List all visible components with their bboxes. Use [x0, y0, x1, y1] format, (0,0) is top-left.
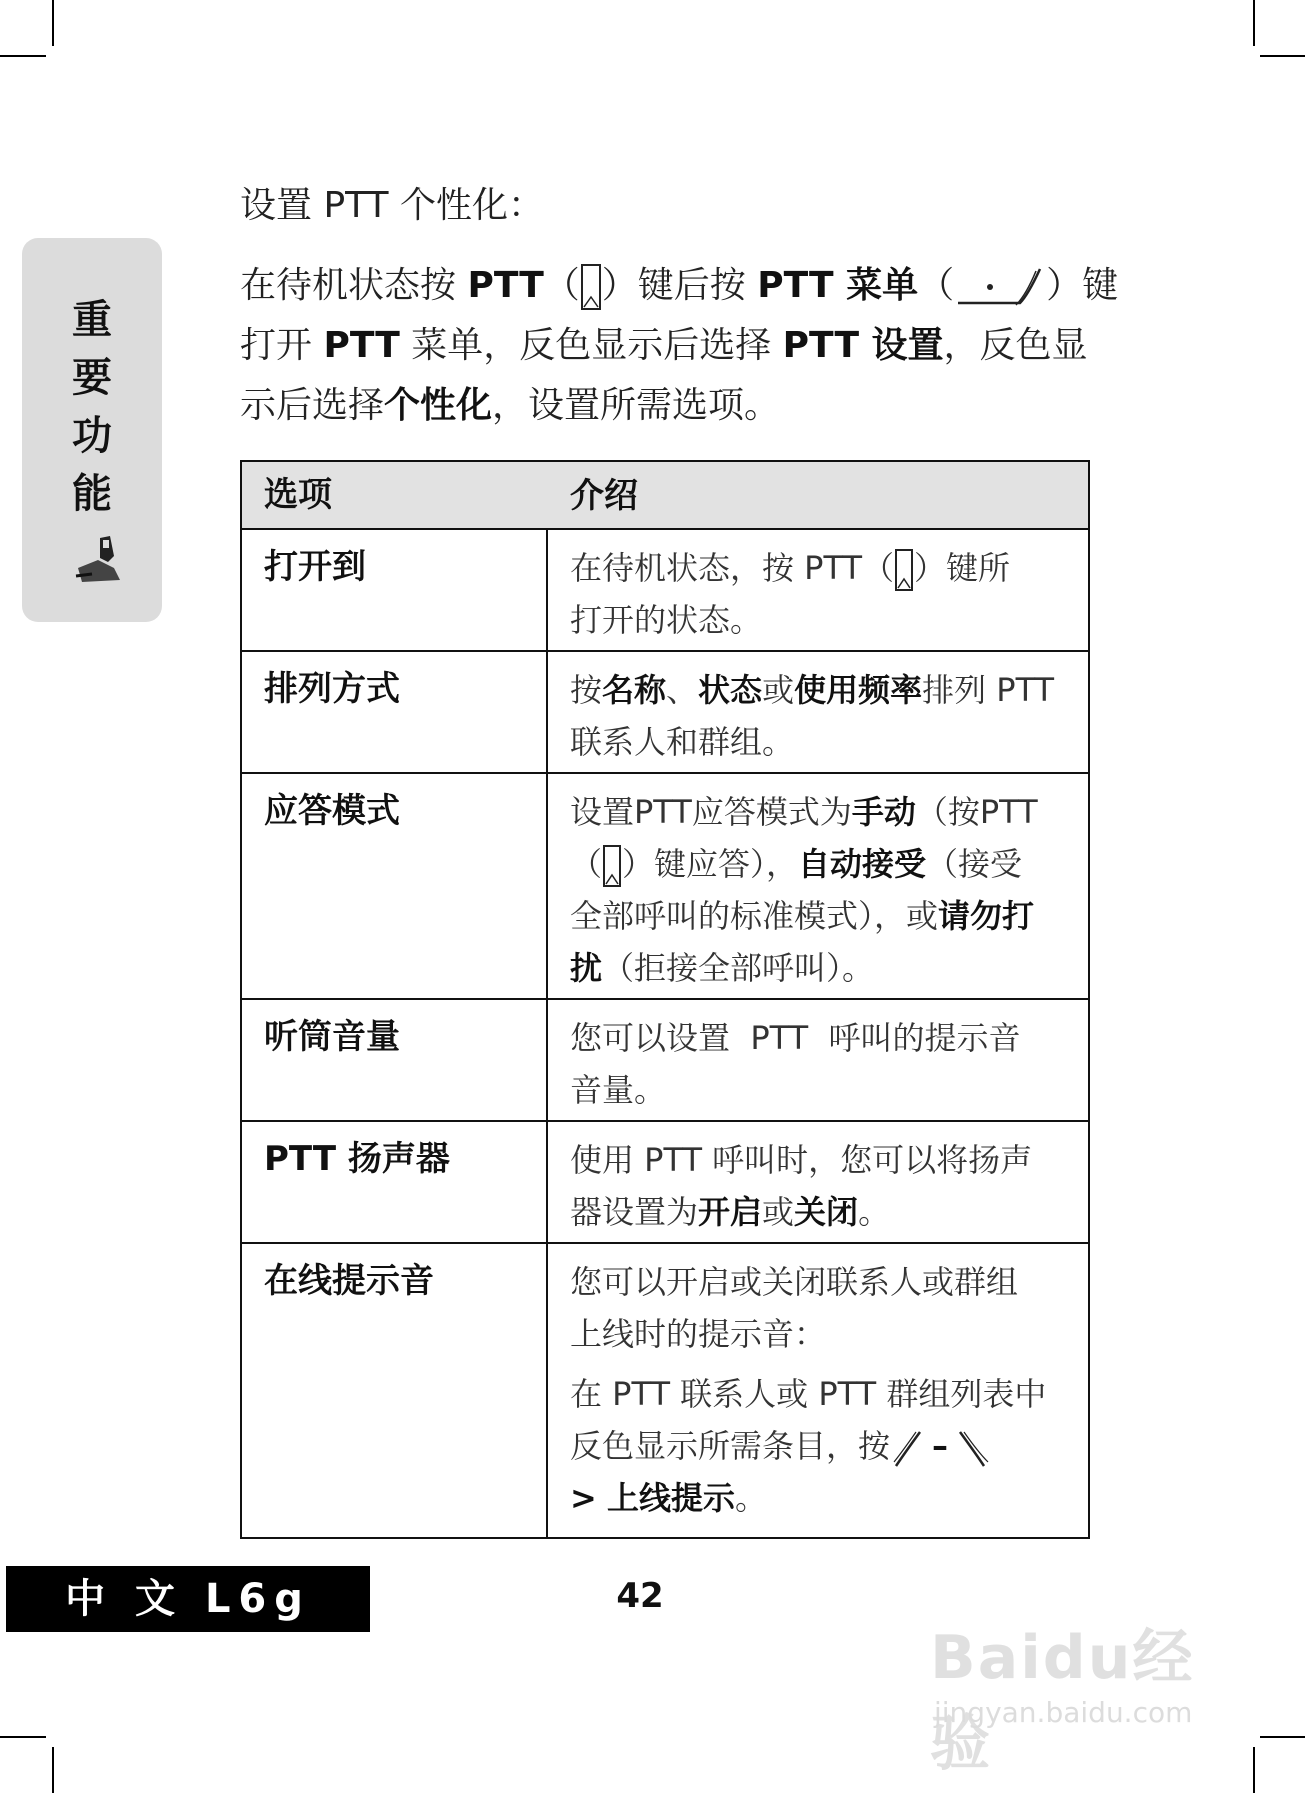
watermark [930, 1592, 1230, 1779]
crop-mark [1253, 0, 1255, 46]
text-bold: 使用频率 [794, 671, 923, 709]
crop-mark [52, 1747, 54, 1793]
phone-icon [70, 532, 126, 588]
crop-mark [1260, 55, 1305, 57]
crop-mark [1253, 1747, 1255, 1793]
side-tab-char: 要 [72, 354, 112, 401]
option-name: 在线提示音 [264, 1261, 434, 1301]
option-desc [570, 1134, 1064, 1238]
crop-mark [52, 0, 54, 46]
text-bold: PTT 设置 [782, 325, 944, 366]
text: （ [570, 845, 603, 883]
text: 在 PTT 联系人或 PTT 群组列表中 [570, 1375, 1047, 1413]
ptt-key-icon [894, 548, 914, 592]
option-name: PTT 扬声器 [264, 1139, 450, 1179]
text: 或 [762, 671, 795, 709]
text: （ [543, 265, 580, 306]
intro-line [240, 256, 1118, 316]
table-row [242, 998, 1088, 1122]
intro-line [240, 316, 1088, 376]
text: ）键 [1046, 265, 1119, 306]
text-bold: 状态 [698, 671, 763, 709]
intro-line [240, 376, 780, 436]
header-intro: 介绍 [570, 476, 638, 516]
crop-mark [0, 55, 46, 57]
text: 示后选择 [240, 385, 385, 426]
text: ）键应答）， [622, 845, 799, 883]
option-name: 应答模式 [264, 791, 400, 831]
ptt-key-icon [580, 263, 602, 311]
footer-language-block [6, 1566, 370, 1632]
text: ，设置所需选项。 [492, 385, 781, 426]
intro-heading: 设置 PTT 个性化： [240, 185, 544, 226]
text-bold: 手动 [851, 793, 916, 831]
text: 或 [762, 1193, 795, 1231]
table-header-row [242, 462, 1088, 530]
side-tab-char: 重 [72, 296, 112, 343]
text: ）键后按 [601, 265, 758, 306]
table-row [242, 650, 1088, 774]
text: 。 [858, 1193, 891, 1231]
text: 打开的状态。 [570, 601, 763, 639]
text-bold: 上线提示 [606, 1479, 735, 1517]
option-desc [570, 542, 1064, 646]
option-name: 排列方式 [264, 669, 400, 709]
text: 反色显示所需条目，按 [570, 1427, 891, 1465]
footer-label: 中 文 L6g [65, 1576, 311, 1622]
text: 、 [666, 671, 699, 709]
text: 音量。 [570, 1071, 667, 1109]
text-bold: 扰 [570, 949, 603, 987]
crop-mark [1260, 1736, 1305, 1738]
header-option: 选项 [264, 475, 332, 515]
text: 全部呼叫的标准模式），或 [570, 897, 939, 935]
text: – [932, 1427, 949, 1465]
text-bold: 个性化 [384, 385, 493, 426]
text: 使用 PTT 呼叫时，您可以将扬声 [570, 1141, 1033, 1179]
text: ）键所 [914, 549, 1011, 587]
text: （接受 [926, 845, 1023, 883]
section-side-tab [22, 238, 162, 622]
text-bold: > [570, 1479, 597, 1517]
table-row [242, 528, 1088, 652]
text: 设置PTT应答模式为 [570, 793, 852, 831]
text-bold: 请勿打 [938, 897, 1035, 935]
right-softkey-icon [954, 1428, 990, 1468]
options-table [240, 460, 1090, 1539]
side-tab-char: 能 [72, 470, 112, 517]
ptt-key-icon [602, 844, 622, 888]
text-bold: 名称 [602, 671, 667, 709]
text: 。 [735, 1479, 768, 1517]
table-row [242, 1242, 1088, 1537]
text: 排列 PTT [922, 671, 1055, 709]
option-desc [570, 786, 1064, 994]
menu-softkey-icon [954, 265, 1046, 309]
text-bold: 自动接受 [798, 845, 927, 883]
text: 上线时的提示音： [570, 1315, 827, 1353]
text: （按PTT [915, 793, 1038, 831]
table-row [242, 1120, 1088, 1244]
text-bold: 开启 [698, 1193, 763, 1231]
text: 菜单，反色显示后选择 [399, 325, 783, 366]
text-bold: PTT 菜单 [757, 265, 919, 306]
text: 打开 [240, 325, 324, 366]
option-desc [570, 1256, 1064, 1524]
text: （ [918, 265, 955, 306]
crop-mark [0, 1736, 46, 1738]
text: 您可以开启或关闭联系人或群组 [570, 1263, 1019, 1301]
text: 按 [570, 671, 603, 709]
text: 在待机状态，按 PTT（ [570, 549, 895, 587]
text-bold: 关闭 [794, 1193, 859, 1231]
watermark-logo: Baidu经验 [930, 1623, 1195, 1779]
text-bold: PTT [467, 265, 544, 306]
text: 器设置为 [570, 1193, 699, 1231]
side-tab-char: 功 [72, 412, 112, 459]
option-desc [570, 1012, 1064, 1116]
page-number: 42 [616, 1576, 664, 1616]
text: 您可以设置 PTT 呼叫的提示音 [570, 1019, 1021, 1057]
table-row [242, 772, 1088, 1000]
text-bold: PTT [323, 325, 400, 366]
text: ，反色显 [943, 325, 1088, 366]
watermark-url: jingyan.baidu.com [934, 1696, 1193, 1729]
option-name: 听筒音量 [264, 1017, 400, 1057]
left-softkey-icon [890, 1428, 926, 1468]
option-desc [570, 664, 1064, 768]
text: 在待机状态按 [240, 265, 468, 306]
option-name: 打开到 [264, 547, 366, 587]
text: 联系人和群组。 [570, 723, 795, 761]
text: （拒接全部呼叫）。 [602, 949, 875, 987]
